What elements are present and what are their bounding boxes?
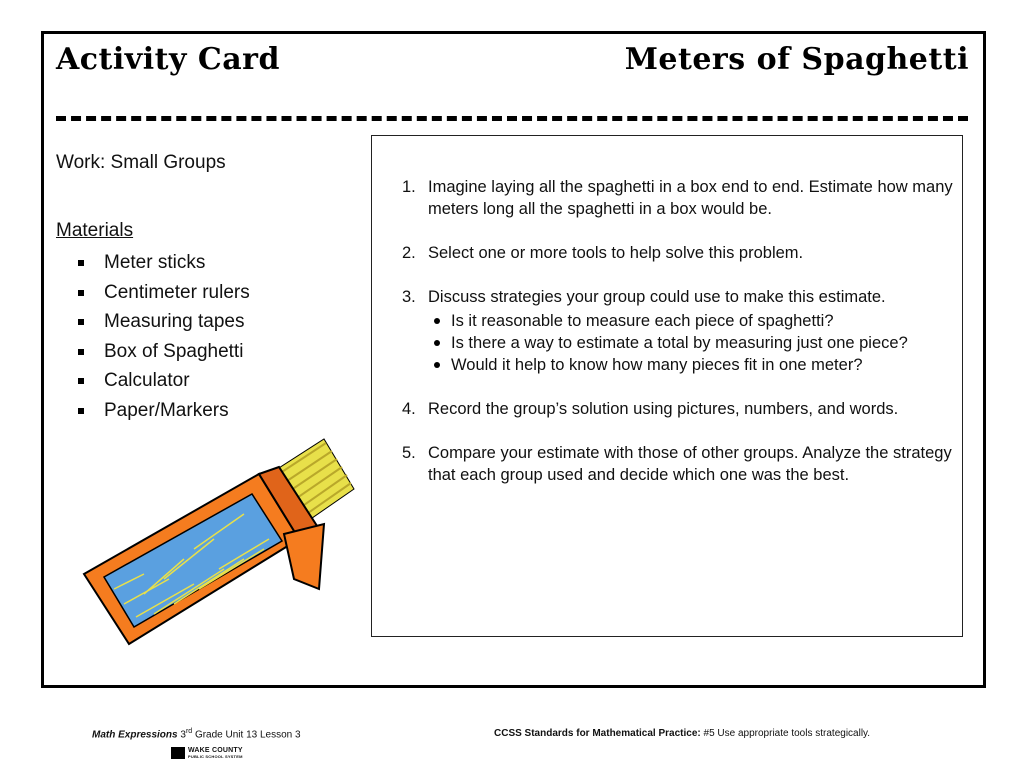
footer-standards <box>494 728 870 739</box>
lesson-text: Grade Unit 13 Lesson 3 <box>192 729 301 741</box>
logo-text <box>188 747 243 759</box>
step-item <box>402 398 957 420</box>
step-item <box>402 176 957 220</box>
sub-question: Is it reasonable to measure each piece of spaghetti? <box>428 310 957 332</box>
step-text: Record the group’s solution using pictures, numbers, and words. <box>428 400 899 418</box>
materials-heading: Materials <box>56 220 134 241</box>
grade-suffix: rd <box>185 728 193 735</box>
footer-lesson <box>92 728 301 740</box>
spaghetti-box-icon <box>74 429 364 659</box>
material-item: Meter sticks <box>78 248 250 278</box>
step-item <box>402 286 957 376</box>
ccss-label: CCSS Standards for Mathematical Practice: <box>494 728 701 739</box>
step-text: Select one or more tools to help solve this problem. <box>428 244 804 262</box>
step-number: 5. <box>402 444 416 462</box>
ccss-text: #5 Use appropriate tools strategically. <box>700 728 871 739</box>
step-item <box>402 442 957 486</box>
step-text: Compare your estimate with those of other groups. Analyze the strategy that each group used and decide which one was the best. <box>428 444 952 484</box>
step-text: Discuss strategies your group could use to make this estimate. <box>428 288 886 306</box>
book-title: Math Expressions <box>92 729 178 741</box>
logo-line-1: WAKE COUNTY <box>188 747 243 754</box>
district-logo <box>171 746 243 760</box>
step-number: 3. <box>402 288 416 306</box>
step-number: 4. <box>402 400 416 418</box>
step-number: 2. <box>402 244 416 262</box>
activity-card <box>41 31 986 688</box>
material-item: Measuring tapes <box>78 307 250 337</box>
step-item <box>402 242 957 264</box>
material-item: Calculator <box>78 366 250 396</box>
grade-number: 3 <box>180 729 186 741</box>
sub-question: Is there a way to estimate a total by measuring just one piece? <box>428 332 957 354</box>
material-item: Box of Spaghetti <box>78 337 250 367</box>
step-number: 1. <box>402 178 416 196</box>
steps-list <box>402 176 957 508</box>
logo-mark-icon <box>171 747 185 759</box>
material-item: Centimeter rulers <box>78 278 250 308</box>
materials-list <box>78 248 250 425</box>
card-title: Activity Card <box>56 42 280 77</box>
logo-line-2: PUBLIC SCHOOL SYSTEM <box>188 754 243 759</box>
step-text: Imagine laying all the spaghetti in a box end to end. Estimate how many meters long all the spaghetti in a box would be. <box>428 178 953 218</box>
step-sub-list <box>428 310 957 376</box>
activity-title: Meters of Spaghetti <box>624 42 969 77</box>
instructions-box <box>371 135 963 637</box>
dashed-divider <box>56 116 968 121</box>
work-mode: Work: Small Groups <box>56 152 226 173</box>
material-item: Paper/Markers <box>78 396 250 426</box>
sub-question: Would it help to know how many pieces fit in one meter? <box>428 354 957 376</box>
